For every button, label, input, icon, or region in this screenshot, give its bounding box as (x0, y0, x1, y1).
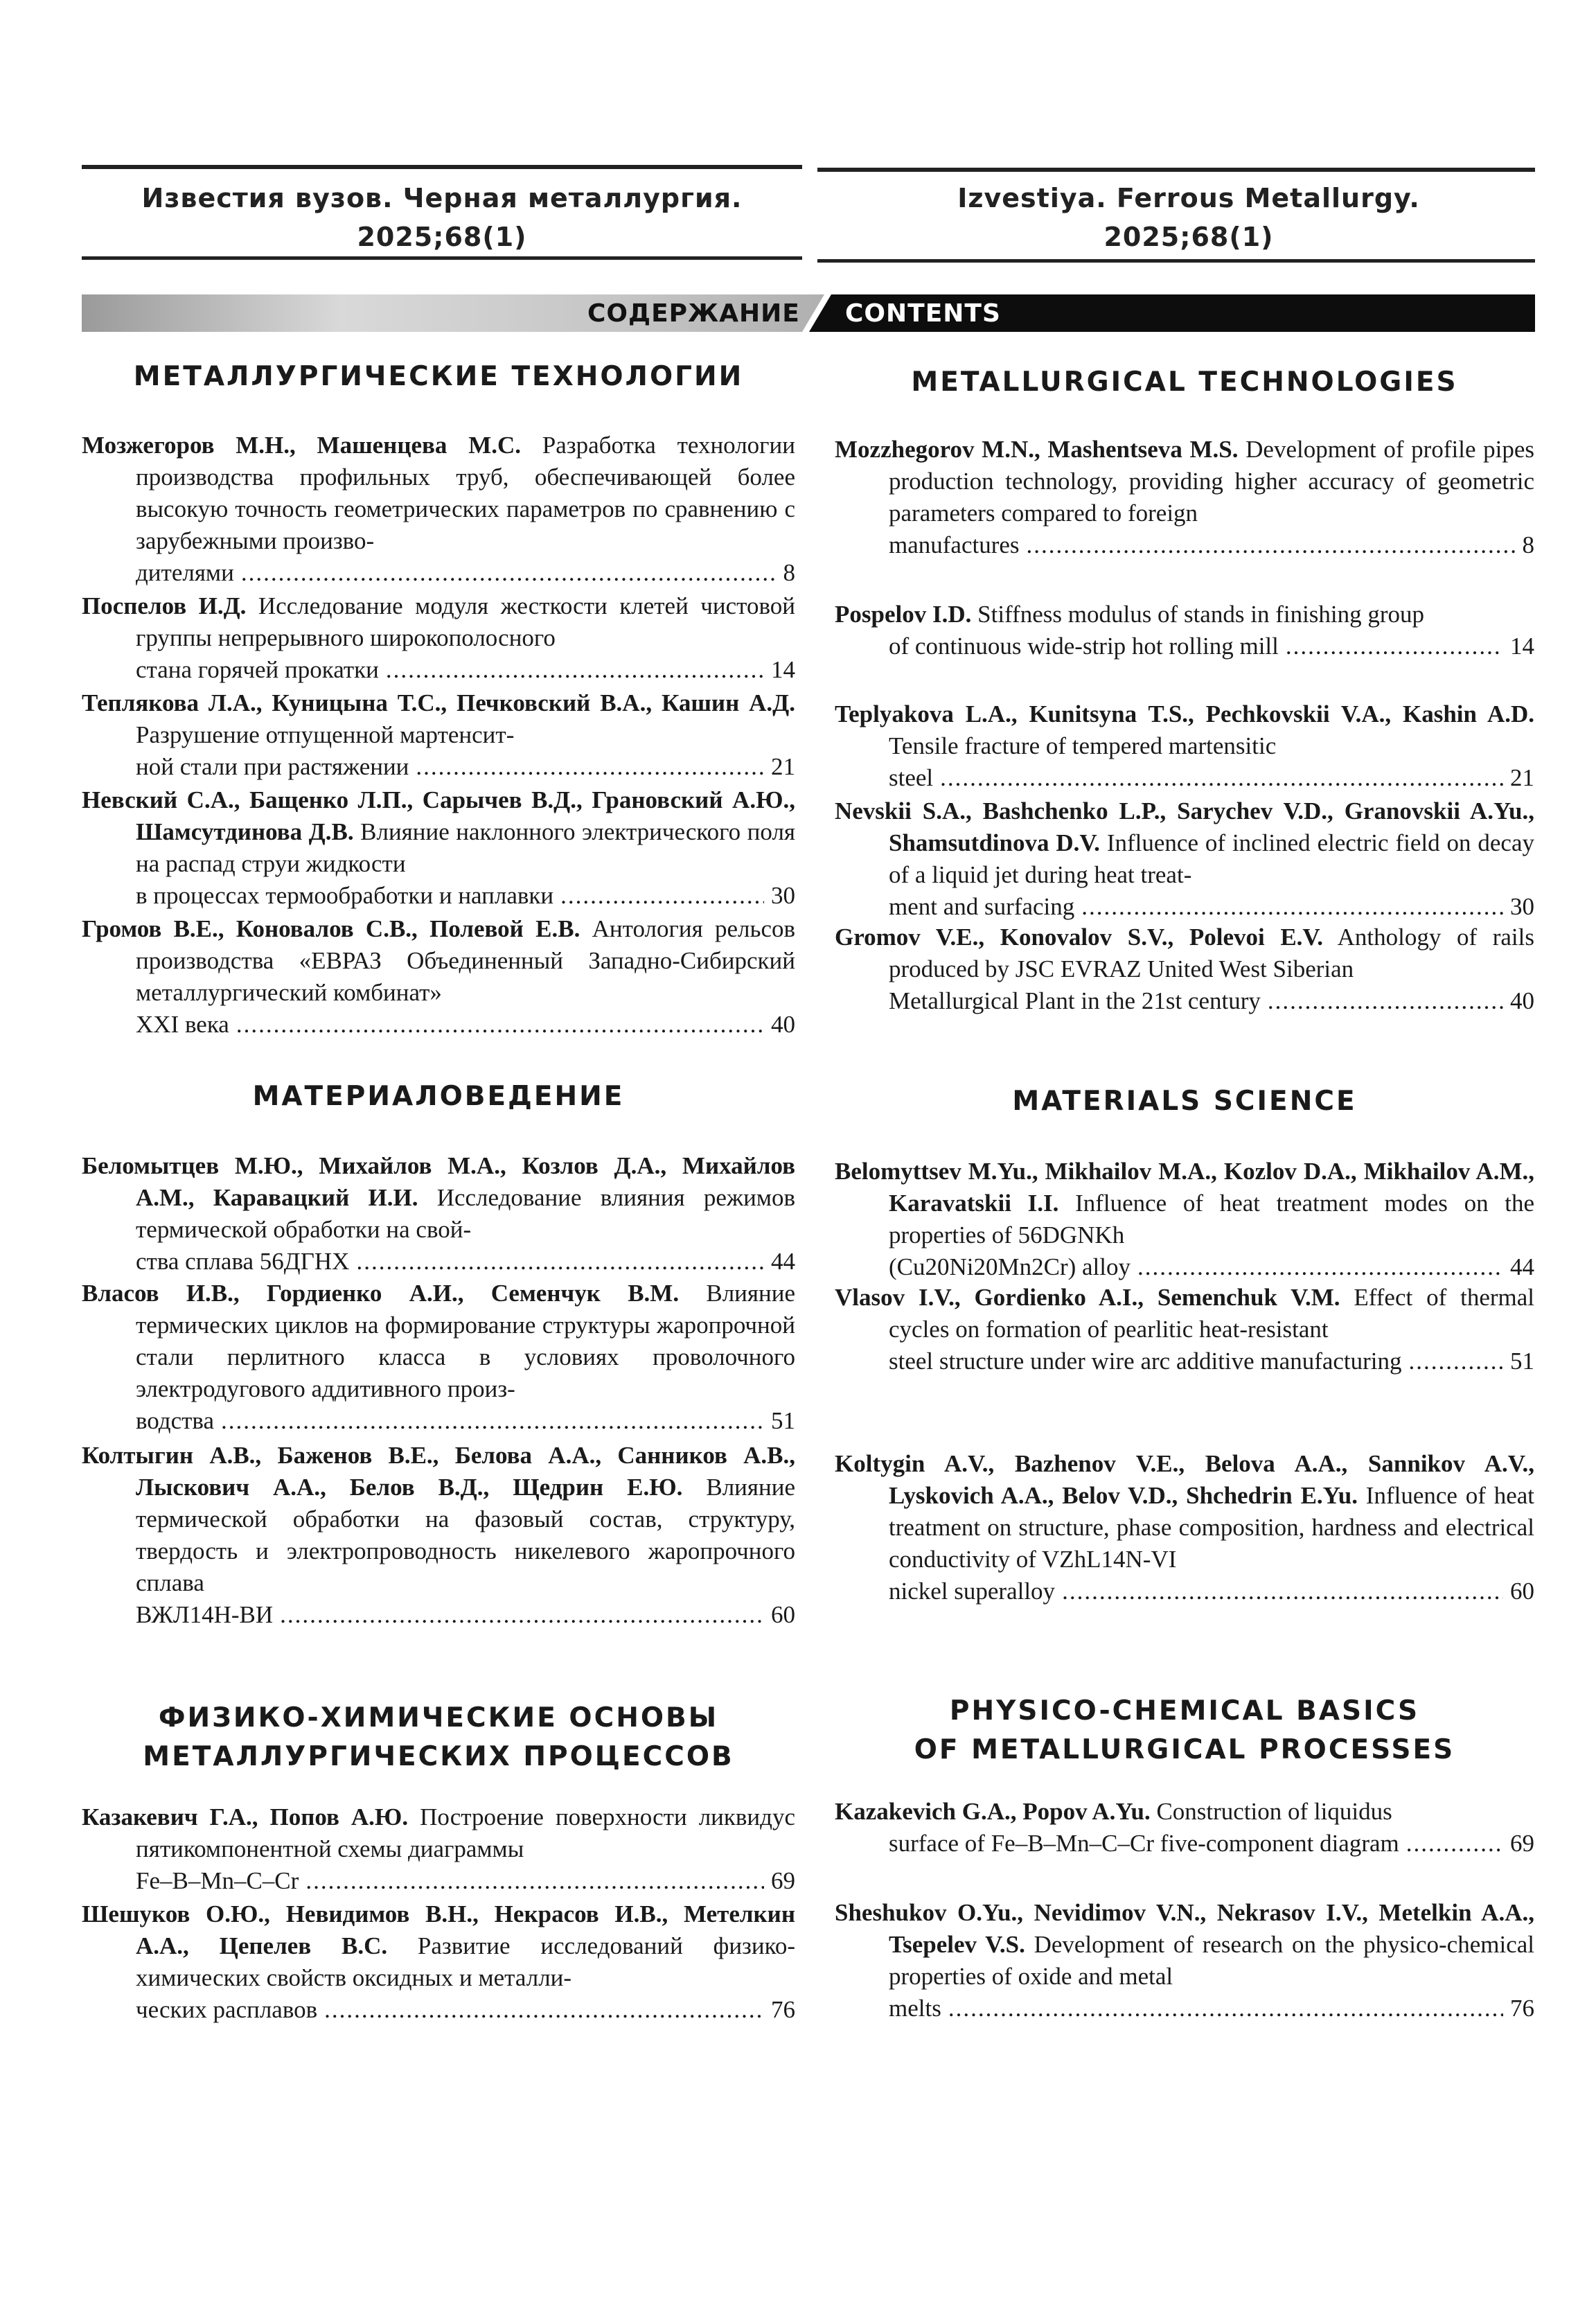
toc-entry[interactable] (82, 1150, 795, 1278)
page-number: 60 (1510, 1578, 1534, 1605)
entry-authors: Казакевич Г.А., Попов А.Ю. (82, 1803, 409, 1830)
entry-title: Influence of inclined electric field on decay of a liquid jet during heat treat- (889, 829, 1535, 888)
entry-authors: Kazakevich G.A., Popov A.Yu. (835, 1798, 1151, 1825)
toc-entry[interactable] (835, 434, 1534, 561)
toc-entry[interactable] (82, 1440, 795, 1631)
header-bottom-rule-right (817, 259, 1535, 263)
page-number: 8 (783, 559, 795, 586)
entry-title: Construction of liquidus (1156, 1798, 1392, 1825)
entry-title-end: XXI века (136, 1011, 229, 1038)
entry-title: Развитие исследований физико-химических свойств оксидных и металли- (136, 1932, 795, 1991)
entry-authors: Nevskii S.A., Bashchenko L.P., Sarychev V.D., Granovskii A.Yu., Shamsutdinova D.V. (835, 797, 1534, 856)
journal-header-ru: Известия вузов. Черная металлургия. 2025;68(1) (141, 183, 743, 252)
page-number: 51 (771, 1407, 795, 1434)
section-heading-ru: ФИЗИКО-ХИМИЧЕСКИЕ ОСНОВЫ МЕТАЛЛУРГИЧЕСКИХ ПРОЦЕССОВ (143, 1702, 734, 1772)
toc-entry[interactable] (835, 1897, 1534, 2024)
page-number: 76 (771, 1996, 795, 2023)
page-number: 40 (771, 1011, 795, 1038)
toc-entry[interactable] (82, 687, 795, 783)
page-number: 69 (771, 1867, 795, 1894)
entry-title-end: ства сплава 56ДГНХ (136, 1248, 350, 1275)
entry-title-end: nickel superalloy (889, 1578, 1056, 1605)
entry-title-end: стана горячей прокатки (136, 656, 379, 683)
toc-entry[interactable] (82, 784, 795, 912)
page-number: 30 (1510, 893, 1534, 920)
contents-label-en: CONTENTS (845, 299, 1001, 328)
entry-title-end: surface of Fe–B–Mn–C–Cr five-component diagram (889, 1830, 1399, 1857)
page-number: 8 (1522, 531, 1534, 558)
section-heading-en: METALLURGICAL TECHNOLOGIES (911, 367, 1458, 398)
header-top-rule-right (817, 168, 1535, 172)
entry-authors: Громов В.Е., Коновалов С.В., Полевой Е.В. (82, 915, 580, 942)
section-heading-en: MATERIALS SCIENCE (1012, 1086, 1357, 1117)
toc-entry[interactable] (835, 1282, 1534, 1377)
page-number: 21 (1510, 764, 1534, 791)
header-top-rule-left (82, 165, 802, 169)
page-number: 44 (1510, 1253, 1534, 1280)
entry-title-end: водства (136, 1407, 215, 1434)
page-number: 44 (771, 1248, 795, 1275)
entry-authors: Teplyakova L.A., Kunitsyna T.S., Pechkovskii V.A., Kashin A.D. (835, 700, 1534, 727)
entry-title-end: Fe–B–Mn–C–Cr (136, 1867, 299, 1894)
entry-authors: Belomyttsev M.Yu., Mikhailov M.A., Kozlov D.A., Mikhailov A.M., Karavatskii I.I. (835, 1158, 1534, 1217)
toc-entry[interactable] (82, 590, 795, 686)
entry-title-end: Metallurgical Plant in the 21st century (889, 987, 1261, 1014)
entry-title: Влияние термических циклов на формирование структуры жаропрочной стали перлитного класса в условиях проволочного электродугового аддитивного произ- (136, 1280, 796, 1402)
entry-title: Development of research on the physico-chemical properties of oxide and metal (889, 1931, 1534, 1990)
toc-entry[interactable] (835, 599, 1534, 662)
contents-label-ru: СОДЕРЖАНИЕ (587, 299, 800, 328)
entry-authors: Поспелов И.Д. (82, 592, 247, 619)
entry-authors: Власов И.В., Гордиенко А.И., Семенчук В.М. (82, 1280, 680, 1307)
entry-title: Разрушение отпущенной мартенсит- (136, 721, 515, 748)
contents-banner (82, 294, 1535, 332)
entry-title-end: of continuous wide-strip hot rolling mill (889, 633, 1279, 660)
toc-entry[interactable] (835, 921, 1534, 1017)
entry-title: Влияние наклонного электрического поля на распад струи жидкости (136, 818, 796, 877)
toc-entry[interactable] (82, 430, 795, 589)
entry-authors: Беломытцев М.Ю., Михайлов М.А., Козлов Д.А., Михайлов А.М., Каравацкий И.И. (82, 1152, 795, 1211)
entry-title-end: steel (889, 764, 934, 791)
page-number: 40 (1510, 987, 1534, 1014)
entry-title: Anthology of rails produced by JSC EVRAZ United West Siberian (889, 924, 1535, 982)
toc-entry[interactable] (835, 698, 1534, 794)
journal-header-en: Izvestiya. Ferrous Metallurgy. 2025;68(1) (957, 183, 1420, 252)
page-number: 30 (771, 882, 795, 909)
entry-title-end: melts (889, 1995, 941, 2022)
section-heading-ru: МАТЕРИАЛОВЕДЕНИЕ (252, 1081, 625, 1112)
entry-authors: Mozzhegorov M.N., Mashentseva M.S. (835, 436, 1239, 463)
entry-title: Антология рельсов производства «ЕВРАЗ Объединенный Западно-Сибирский металлургический комбинат» (136, 915, 796, 1006)
header-bottom-rule-left (82, 256, 802, 260)
entry-authors: Шешуков О.Ю., Невидимов В.Н., Некрасов И.В., Метелкин А.А., Цепелев В.С. (82, 1900, 795, 1959)
toc-entry[interactable] (82, 1898, 795, 2026)
entry-title: Development of profile pipes production technology, providing higher accuracy of geometric parameters compared to foreign (889, 436, 1535, 527)
toc-entry[interactable] (835, 1796, 1534, 1860)
entry-title-end: ВЖЛ14Н-ВИ (136, 1601, 274, 1628)
entry-authors: Sheshukov O.Yu., Nevidimov V.N., Nekrasov I.V., Metelkin A.A., Tsepelev V.S. (835, 1899, 1534, 1958)
page-number: 21 (771, 753, 795, 780)
toc-entry[interactable] (835, 1448, 1534, 1607)
entry-authors: Мозжегоров М.Н., Машенцева М.С. (82, 432, 522, 459)
page-number: 51 (1510, 1348, 1534, 1375)
entry-title-end: в процессах термообработки и наплавки (136, 882, 554, 909)
entry-title-end: manufactures (889, 531, 1020, 558)
contents-banner-bg (82, 294, 1535, 332)
entry-title: Stiffness modulus of stands in finishing group (977, 601, 1425, 628)
entry-title: Исследование модуля жесткости клетей чистовой группы непрерывного широкополосного (136, 592, 795, 651)
entry-title: Влияние термической обработки на фазовый состав, структуру, твердость и электропроводность никелевого жаропрочного сплава (136, 1474, 795, 1596)
entry-title-end: ment and surfacing (889, 893, 1075, 920)
entry-title: Исследование влияния режимов термической обработки на свой- (136, 1184, 796, 1243)
entry-authors: Теплякова Л.А., Куницына Т.С., Печковский В.А., Кашин А.Д. (82, 689, 795, 716)
toc-entry[interactable] (82, 1801, 795, 1897)
entry-title: Effect of thermal cycles on formation of pearlitic heat-resistant (889, 1284, 1535, 1343)
page-number: 76 (1510, 1995, 1534, 2022)
section-heading-en: PHYSICO-CHEMICAL BASICS OF METALLURGICAL PROCESSES (914, 1695, 1455, 1765)
entry-title: Influence of heat treatment on structure, phase composition, hardness and electrical conductivity of VZhL14N-VI (889, 1482, 1535, 1573)
entry-authors: Pospelov I.D. (835, 601, 972, 628)
toc-entry[interactable] (835, 1156, 1534, 1283)
entry-title: Разработка технологии производства профильных труб, обеспечивающей более высокую точность геометрических параметров по сравнению с зарубежными произво- (136, 432, 796, 554)
section-heading-ru: МЕТАЛЛУРГИЧЕСКИЕ ТЕХНОЛОГИИ (133, 361, 744, 392)
page-number: 14 (1510, 633, 1534, 660)
page-number: 60 (771, 1601, 795, 1628)
entry-authors: Невский С.А., Бащенко Л.П., Сарычев В.Д., Грановский А.Ю., Шамсутдинова Д.В. (82, 786, 795, 845)
toc-entry[interactable] (835, 795, 1534, 923)
entry-title: Tensile fracture of tempered martensitic (889, 732, 1277, 759)
entry-authors: Колтыгин А.В., Баженов В.Е., Белова А.А., Санников А.В., Лыскович А.А., Белов В.Д., Щедрин Е.Ю. (82, 1442, 795, 1501)
entry-title-end: (Cu20Ni20Mn2Cr) alloy (889, 1253, 1131, 1280)
entry-title: Построение поверхности ликвидус пятикомпонентной схемы диаграммы (136, 1803, 795, 1862)
toc-entry[interactable] (82, 1278, 795, 1437)
entry-title-end: steel structure under wire arc additive manufacturing (889, 1348, 1402, 1375)
page-number: 69 (1510, 1830, 1534, 1857)
entry-title: Influence of heat treatment modes on the properties of 56DGNKh (889, 1190, 1534, 1248)
entry-authors: Vlasov I.V., Gordienko A.I., Semenchuk V.M. (835, 1284, 1340, 1311)
page-number: 14 (771, 656, 795, 683)
entry-title-end: ной стали при растяжении (136, 753, 409, 780)
entry-authors: Gromov V.E., Konovalov S.V., Polevoi E.V. (835, 924, 1323, 951)
entry-authors: Koltygin A.V., Bazhenov V.E., Belova A.A., Sannikov A.V., Lyskovich A.A., Belov V.D., Shchedrin E.Yu. (835, 1450, 1534, 1509)
entry-title-end: ческих расплавов (136, 1996, 318, 2023)
toc-entry[interactable] (82, 913, 795, 1041)
entry-title-end: дителями (136, 559, 234, 586)
